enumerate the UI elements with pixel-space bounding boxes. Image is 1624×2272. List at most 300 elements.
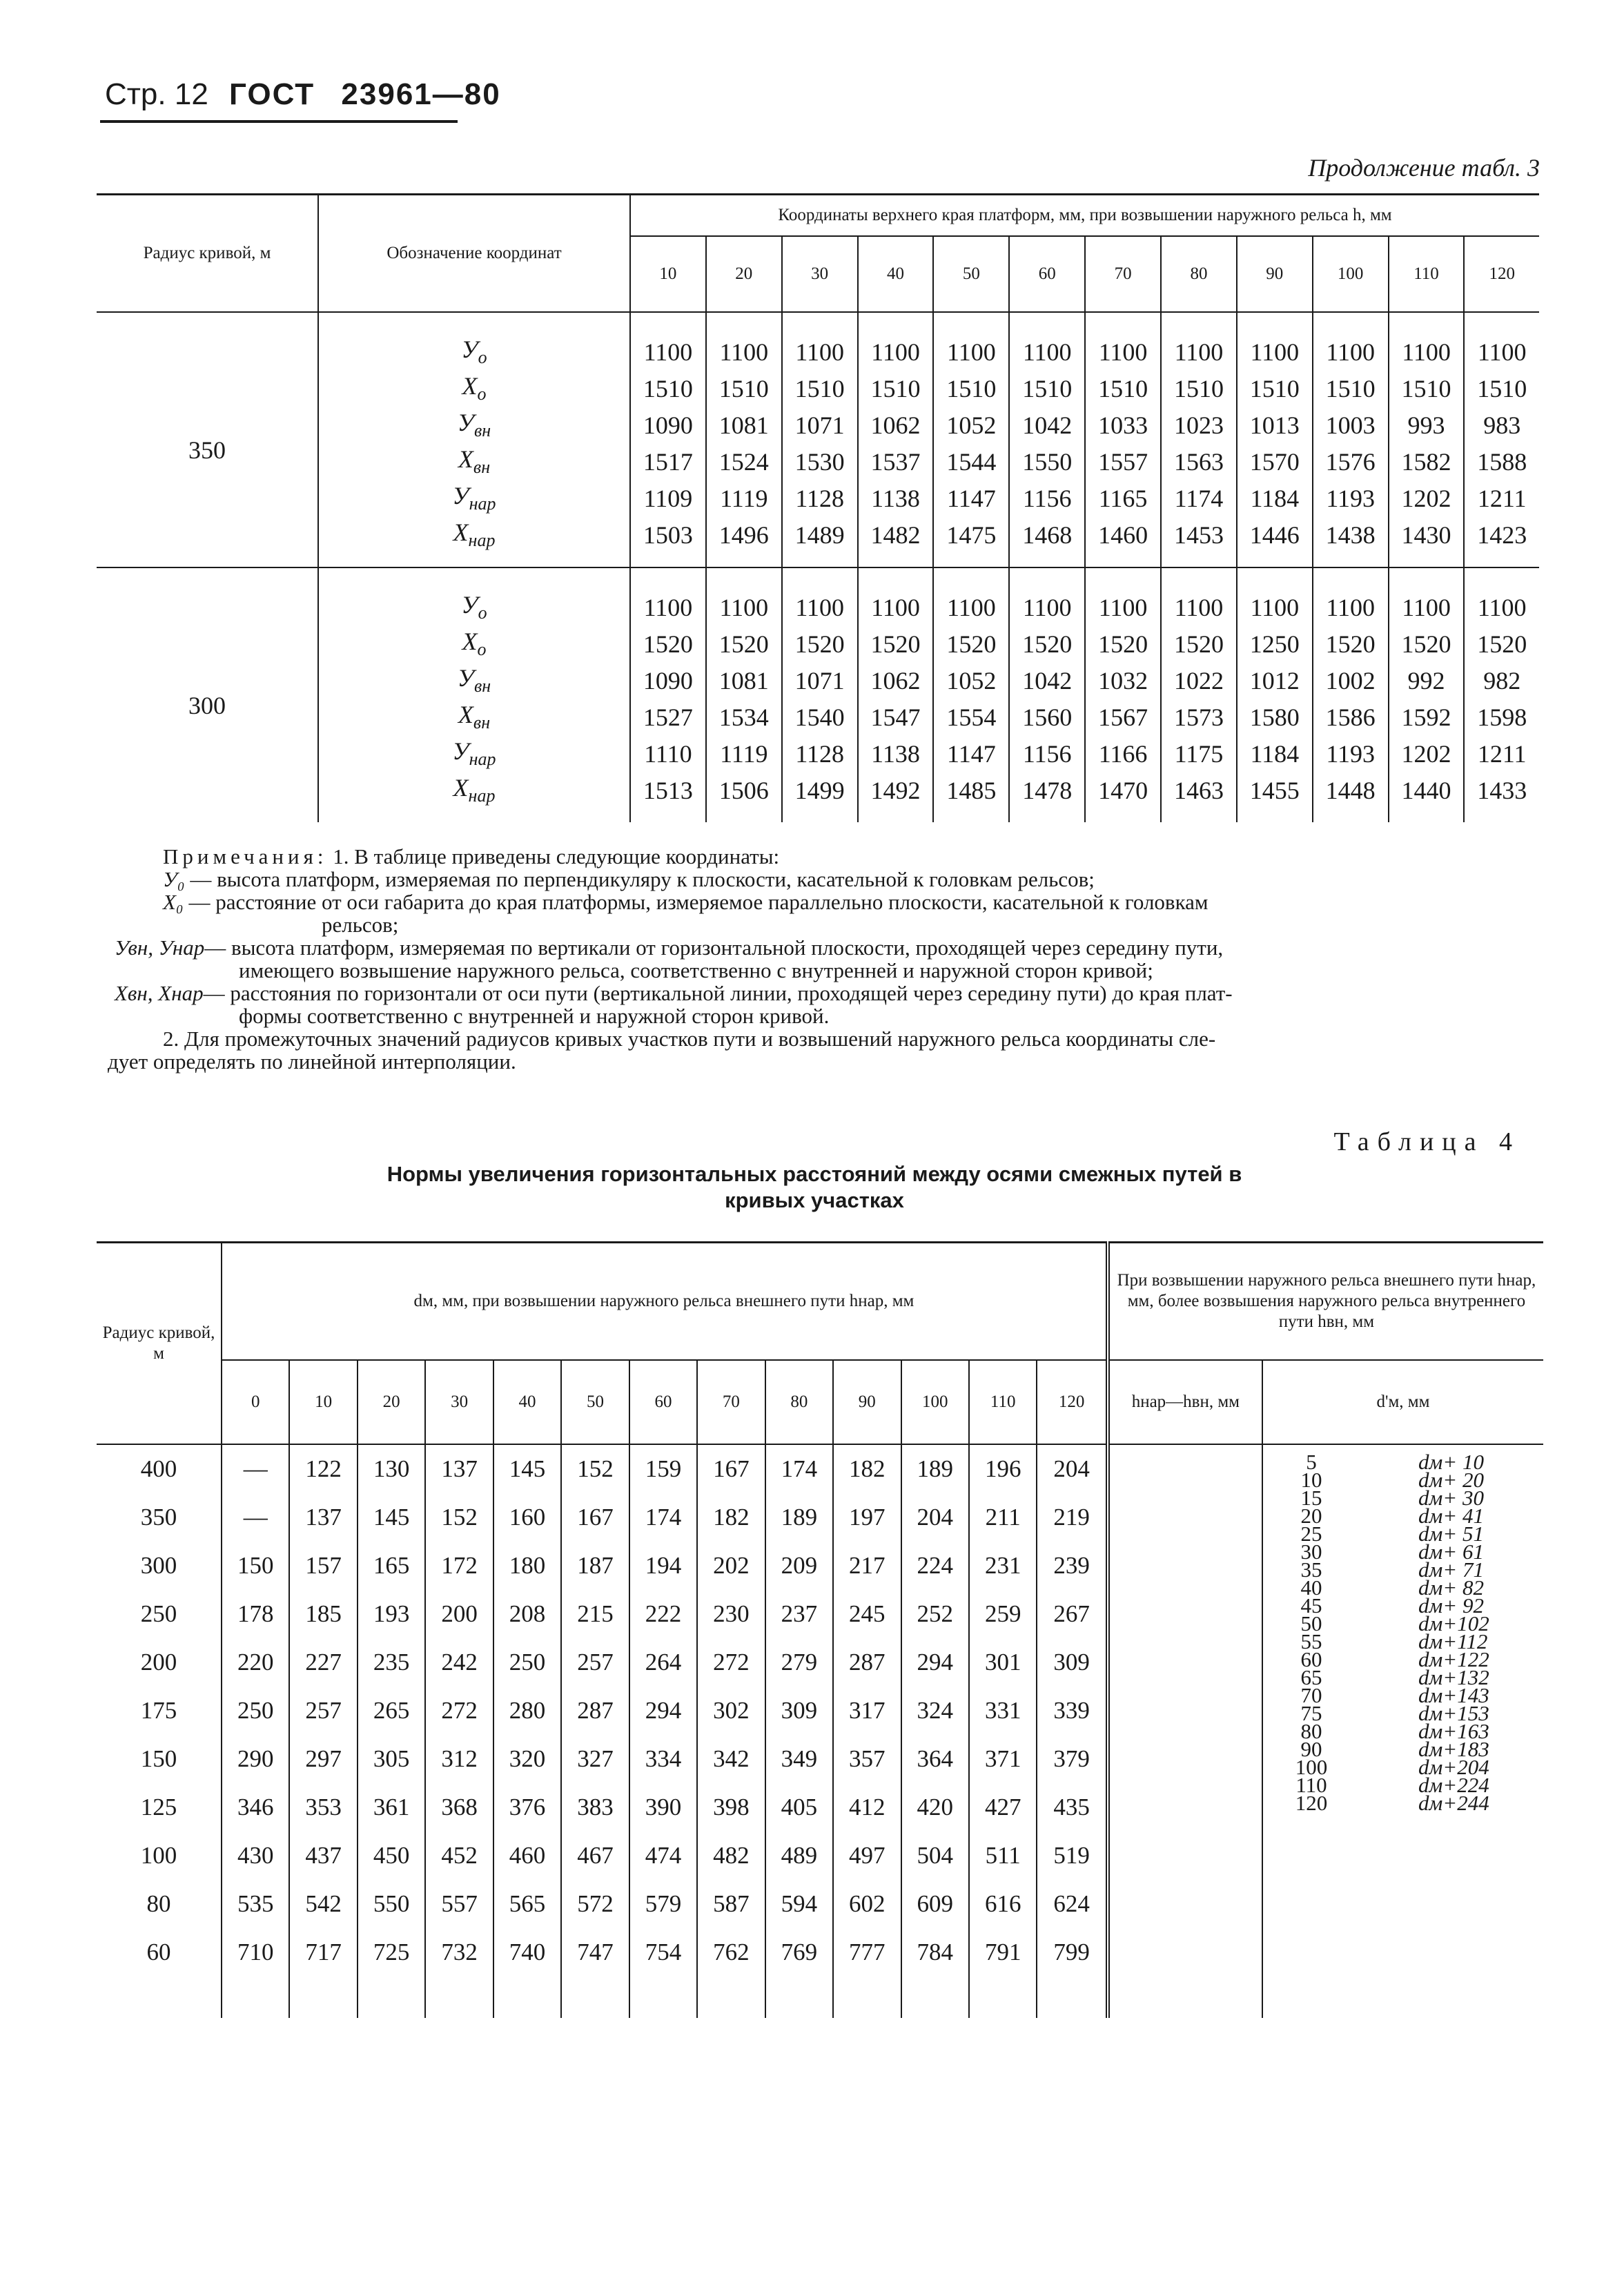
t4-diff: 40 xyxy=(1300,1575,1322,1600)
t3-value: 1110 xyxy=(630,735,706,772)
t4-value: 259 xyxy=(969,1590,1037,1638)
t4-value: 159 xyxy=(629,1444,697,1493)
t3-value: 1510 xyxy=(1313,370,1389,407)
t3-value: 1530 xyxy=(782,443,858,480)
t3-value: 1012 xyxy=(1237,662,1313,699)
t4-value: 309 xyxy=(1037,1638,1107,1687)
t4-value: 267 xyxy=(1037,1590,1107,1638)
t3-symbol-sub: о xyxy=(477,384,487,405)
t3-value: 1100 xyxy=(1313,567,1389,625)
t3-value: 1100 xyxy=(782,312,858,370)
t3-value: 1193 xyxy=(1313,735,1389,772)
t3-value: 1510 xyxy=(933,370,1009,407)
t4-value: 427 xyxy=(969,1783,1037,1832)
t3-value: 1598 xyxy=(1464,699,1539,735)
note-x0-cont: рельсов; xyxy=(322,913,399,937)
t4-diff-cell xyxy=(1108,1638,1262,1687)
t4-diff: 25 xyxy=(1300,1522,1322,1546)
t4-value: 167 xyxy=(561,1493,629,1542)
t4-diff-cell xyxy=(1108,1542,1262,1590)
t3-value: 1506 xyxy=(706,772,782,822)
t3-value: 1460 xyxy=(1085,516,1161,567)
t4-h-cell: 100 xyxy=(901,1360,969,1444)
t4-value: 172 xyxy=(425,1542,493,1590)
t3-value: 1156 xyxy=(1009,480,1085,516)
t3-value: 1455 xyxy=(1237,772,1313,822)
t3-value: 982 xyxy=(1464,662,1539,699)
t4-dprime: dм+153 xyxy=(1418,1701,1489,1725)
t4-h-cell: 40 xyxy=(493,1360,561,1444)
note-xv: — расстояния по горизонтали от оси пути (вертикальной линии, проходящей через середину пути) до края плат- xyxy=(203,981,1233,1005)
t3-value: 983 xyxy=(1464,407,1539,443)
t4-value: 535 xyxy=(222,1880,289,1928)
t4-value: 204 xyxy=(901,1493,969,1542)
t3-col-symbol: Обозначение координат xyxy=(318,195,630,313)
t3-symbol xyxy=(318,662,630,699)
t4-diff: 15 xyxy=(1300,1486,1322,1510)
t4-value: 219 xyxy=(1037,1493,1107,1542)
t4-value: 272 xyxy=(425,1687,493,1735)
t4-value: 309 xyxy=(765,1687,833,1735)
t3-symbol xyxy=(318,370,630,407)
note-y0: — высота платформ, измеряемая по перпендикуляру к плоскости, касательной к головкам рельсов; xyxy=(190,867,1095,891)
t4-value: 182 xyxy=(697,1493,765,1542)
t4-value: 230 xyxy=(697,1590,765,1638)
note-2-cont: дует определять по линейной интерполяции. xyxy=(108,1049,516,1074)
t4-value: 398 xyxy=(697,1783,765,1832)
note-x0: — расстояние от оси габарита до края платформы, измеряемое параллельно плоскости, касательной к головкам xyxy=(188,890,1209,914)
t3-value: 1520 xyxy=(1085,625,1161,662)
t4-col-radius: Радиус кривой, м xyxy=(97,1243,222,1445)
t3-value: 1156 xyxy=(1009,735,1085,772)
t3-radius: 350 xyxy=(188,436,226,464)
t4-dprime-cell xyxy=(1262,1880,1543,1928)
t4-value: 287 xyxy=(561,1687,629,1735)
t3-h-cell: 70 xyxy=(1085,236,1161,312)
t4-value: 342 xyxy=(697,1735,765,1783)
t4-value: 257 xyxy=(561,1638,629,1687)
t4-header-row xyxy=(97,1243,1543,1361)
t4-value: 250 xyxy=(493,1638,561,1687)
t4-value: 297 xyxy=(289,1735,357,1783)
t4-diff-cell xyxy=(1108,1493,1262,1542)
t4-radius: 100 xyxy=(140,1842,177,1869)
t4-diff: 35 xyxy=(1300,1557,1322,1582)
t4-h-cell: 70 xyxy=(697,1360,765,1444)
t4-value: 265 xyxy=(358,1687,425,1735)
t4-dprime: dм+ 92 xyxy=(1418,1593,1484,1618)
t3-value: 1430 xyxy=(1389,516,1465,567)
t3-value: 1211 xyxy=(1464,480,1539,516)
t4-h-cell: 60 xyxy=(629,1360,697,1444)
t3-value: 1071 xyxy=(782,662,858,699)
t4-radius: 125 xyxy=(140,1794,177,1820)
t4-diff-cell xyxy=(1108,1880,1262,1928)
t3-value: 1510 xyxy=(630,370,706,407)
t3-value: 1081 xyxy=(706,407,782,443)
t3-h-cell: 100 xyxy=(1313,236,1389,312)
t4-value: 460 xyxy=(493,1832,561,1880)
t4-value: 383 xyxy=(561,1783,629,1832)
note-yv-cont: имеющего возвышение наружного рельса, соответственно с внутренней и наружной сторон кривой; xyxy=(239,958,1153,982)
t4-col-group: dм, мм, при возвышении наружного рельса внешнего пути hнар, мм xyxy=(222,1243,1108,1361)
t4-dprime-cell xyxy=(1262,1832,1543,1880)
t4-dprime: dм+183 xyxy=(1418,1737,1489,1761)
t4-value: 616 xyxy=(969,1880,1037,1928)
t4-h-row xyxy=(97,1360,1543,1444)
t3-h-cell: 120 xyxy=(1464,236,1539,312)
t4-value: 732 xyxy=(425,1928,493,2018)
t3-symbol xyxy=(318,443,630,480)
t3-symbol xyxy=(318,772,630,822)
t3-value: 1033 xyxy=(1085,407,1161,443)
t3-value: 1081 xyxy=(706,662,782,699)
t4-value: 579 xyxy=(629,1880,697,1928)
t4-value: 279 xyxy=(765,1638,833,1687)
t4-value: 467 xyxy=(561,1832,629,1880)
t3-value: 1100 xyxy=(630,567,706,625)
t4-value: 174 xyxy=(629,1493,697,1542)
t4-value: 624 xyxy=(1037,1880,1107,1928)
t4-value: 777 xyxy=(833,1928,901,2018)
t4-value: 572 xyxy=(561,1880,629,1928)
t4-value: 217 xyxy=(833,1542,901,1590)
t3-radius: 300 xyxy=(97,567,318,822)
t3-value: 1567 xyxy=(1085,699,1161,735)
t3-value: 1022 xyxy=(1161,662,1237,699)
t3-value: 1100 xyxy=(858,567,934,625)
t3-h-cell: 10 xyxy=(630,236,706,312)
t4-value: 287 xyxy=(833,1638,901,1687)
t4-value: 252 xyxy=(901,1590,969,1638)
t4-value: 222 xyxy=(629,1590,697,1638)
dprime-column xyxy=(1418,1450,1522,1815)
t4-value: 167 xyxy=(697,1444,765,1493)
t3-value: 1138 xyxy=(858,735,934,772)
t3-value: 1468 xyxy=(1009,516,1085,567)
t4-value: 197 xyxy=(833,1493,901,1542)
t3-value: 1576 xyxy=(1313,443,1389,480)
t3-value: 1520 xyxy=(1464,625,1539,662)
t3-value: 1453 xyxy=(1161,516,1237,567)
t4-diff: 20 xyxy=(1300,1504,1322,1528)
t4-diff: 110 xyxy=(1295,1773,1327,1797)
t4-value: 189 xyxy=(901,1444,969,1493)
t3-value: 1440 xyxy=(1389,772,1465,822)
t4-value: 511 xyxy=(969,1832,1037,1880)
t4-value: 357 xyxy=(833,1735,901,1783)
t4-diff-cell xyxy=(1108,1735,1262,1783)
t4-value: — xyxy=(222,1444,289,1493)
t4-diff-cell xyxy=(1108,1590,1262,1638)
t4-value: 430 xyxy=(222,1832,289,1880)
t3-value: 1489 xyxy=(782,516,858,567)
t3-symbol xyxy=(318,516,630,567)
notes-title: Примечания: xyxy=(163,844,328,868)
t3-value: 1003 xyxy=(1313,407,1389,443)
t4-value: 194 xyxy=(629,1542,697,1590)
t4-value: 204 xyxy=(1037,1444,1107,1493)
t4-dprime: dм+143 xyxy=(1418,1683,1489,1707)
t3-value: 1090 xyxy=(630,407,706,443)
t3-value: 1527 xyxy=(630,699,706,735)
t4-value: 193 xyxy=(358,1590,425,1638)
t4-diff-cell xyxy=(1108,1444,1262,1493)
t4-value: 474 xyxy=(629,1832,697,1880)
t4-value: 200 xyxy=(425,1590,493,1638)
t3-symbol-sub: нар xyxy=(468,530,496,551)
t3-value: 1485 xyxy=(933,772,1009,822)
t3-symbol-sub: о xyxy=(478,603,487,623)
t3-symbol-letter: У xyxy=(457,409,475,437)
table-4-label: Таблица 4 xyxy=(1333,1127,1520,1156)
t4-value: 160 xyxy=(493,1493,561,1542)
t3-value: 1592 xyxy=(1389,699,1465,735)
note-x0-symbol: X₀ xyxy=(163,890,184,914)
t3-value: 1520 xyxy=(1389,625,1465,662)
t4-value: 290 xyxy=(222,1735,289,1783)
t4-h-cell: 120 xyxy=(1037,1360,1107,1444)
note-yv: — высота платформ, измеряемая по вертикали от горизонтальной плоскости, проходящей через середину пути, xyxy=(204,935,1224,960)
t3-symbol-letter: У xyxy=(461,336,478,364)
t3-h-cell: 50 xyxy=(933,236,1009,312)
t4-value: 150 xyxy=(222,1542,289,1590)
t3-symbol xyxy=(318,567,630,625)
note-y0-symbol: У₀ xyxy=(163,867,185,891)
t4-radius: 200 xyxy=(140,1649,177,1676)
t4-value: 180 xyxy=(493,1542,561,1590)
t4-value: 294 xyxy=(629,1687,697,1735)
t3-col-group: Координаты верхнего края платформ, мм, при возвышении наружного рельса h, мм xyxy=(630,195,1539,237)
t4-diff: 100 xyxy=(1295,1755,1328,1779)
t4-h-cell: 90 xyxy=(833,1360,901,1444)
t3-value: 1510 xyxy=(782,370,858,407)
t3-value: 1202 xyxy=(1389,480,1465,516)
t4-dprime: dм+122 xyxy=(1418,1647,1489,1671)
t4-radius: 250 xyxy=(140,1600,177,1627)
t4-value: 379 xyxy=(1037,1735,1107,1783)
t4-value: 334 xyxy=(629,1735,697,1783)
t4-value: 235 xyxy=(358,1638,425,1687)
t4-value: 231 xyxy=(969,1542,1037,1590)
t3-value: 1563 xyxy=(1161,443,1237,480)
t4-value: 725 xyxy=(358,1928,425,2018)
t4-diff: 90 xyxy=(1300,1737,1322,1761)
t3-value: 1510 xyxy=(1389,370,1465,407)
t3-value: 1100 xyxy=(1009,312,1085,370)
t3-value: 1544 xyxy=(933,443,1009,480)
t3-value: 1510 xyxy=(858,370,934,407)
t3-value: 1448 xyxy=(1313,772,1389,822)
t3-value: 1165 xyxy=(1085,480,1161,516)
t3-symbol-letter: У xyxy=(457,664,475,692)
t4-diff-cell xyxy=(1108,1783,1262,1832)
t4-radius: 150 xyxy=(140,1745,177,1772)
t3-value: 1100 xyxy=(933,312,1009,370)
t4-dprime: dм+ 82 xyxy=(1418,1575,1484,1600)
t4-value: 301 xyxy=(969,1638,1037,1687)
t3-symbol-sub: вн xyxy=(473,712,491,733)
t3-value: 1520 xyxy=(858,625,934,662)
diff-column xyxy=(1277,1450,1346,1815)
t3-value: 1520 xyxy=(1161,625,1237,662)
t4-dprime: dм+ 10 xyxy=(1418,1450,1484,1474)
t3-value: 1100 xyxy=(706,567,782,625)
t4-value: 710 xyxy=(222,1928,289,2018)
t3-value: 1147 xyxy=(933,480,1009,516)
note-xv-cont: формы соответственно с внутренней и наружной сторон кривой. xyxy=(239,1004,830,1028)
t4-value: 489 xyxy=(765,1832,833,1880)
t4-dprime: dм+ 20 xyxy=(1418,1468,1484,1492)
t3-value: 1166 xyxy=(1085,735,1161,772)
t4-col-diff: hнар—hвн, мм xyxy=(1108,1360,1262,1444)
t4-value: 371 xyxy=(969,1735,1037,1783)
t3-value: 1520 xyxy=(630,625,706,662)
t3-value: 1510 xyxy=(1085,370,1161,407)
t4-radius: 400 xyxy=(140,1455,177,1482)
t4-h-cell: 30 xyxy=(425,1360,493,1444)
t4-value: 174 xyxy=(765,1444,833,1493)
t4-value: 412 xyxy=(833,1783,901,1832)
t3-symbol-letter: У xyxy=(452,482,469,510)
t4-radius: 175 xyxy=(140,1697,177,1724)
t3-value: 1510 xyxy=(1009,370,1085,407)
t4-value: 185 xyxy=(289,1590,357,1638)
t4-diff: 50 xyxy=(1300,1611,1322,1635)
t3-value: 1100 xyxy=(1389,312,1465,370)
t4-value: 452 xyxy=(425,1832,493,1880)
t3-value: 1052 xyxy=(933,662,1009,699)
t3-value: 1002 xyxy=(1313,662,1389,699)
t4-value: 550 xyxy=(358,1880,425,1928)
t4-dprime: dм+ 41 xyxy=(1418,1504,1484,1528)
t3-symbol-sub: вн xyxy=(474,420,491,441)
t3-value: 1138 xyxy=(858,480,934,516)
t4-value: 280 xyxy=(493,1687,561,1735)
t4-value: 504 xyxy=(901,1832,969,1880)
t3-value: 1520 xyxy=(782,625,858,662)
t4-value: 250 xyxy=(222,1687,289,1735)
t4-value: 324 xyxy=(901,1687,969,1735)
t3-value: 1100 xyxy=(706,312,782,370)
t3-value: 1492 xyxy=(858,772,934,822)
t4-value: 157 xyxy=(289,1542,357,1590)
table-3 xyxy=(97,193,1539,822)
t3-symbol xyxy=(318,407,630,443)
t4-value: 327 xyxy=(561,1735,629,1783)
t4-value: 211 xyxy=(969,1493,1037,1542)
t4-value: 754 xyxy=(629,1928,697,2018)
t4-col-dprime: d'м, мм xyxy=(1262,1360,1543,1444)
t3-value: 1550 xyxy=(1009,443,1085,480)
t4-value: 346 xyxy=(222,1783,289,1832)
t3-value: 1023 xyxy=(1161,407,1237,443)
t4-value: 376 xyxy=(493,1783,561,1832)
t4-value: 264 xyxy=(629,1638,697,1687)
t3-value: 1184 xyxy=(1237,735,1313,772)
t3-value: 1100 xyxy=(782,567,858,625)
t3-value: 1071 xyxy=(782,407,858,443)
t3-value: 1100 xyxy=(1464,312,1539,370)
t4-dprime: dм+102 xyxy=(1418,1611,1489,1635)
t3-symbol-sub: нар xyxy=(469,749,496,770)
t4-diff: 30 xyxy=(1300,1540,1322,1564)
t3-value: 993 xyxy=(1389,407,1465,443)
t4-dprime: dм+ 30 xyxy=(1418,1486,1484,1510)
t4-value: 320 xyxy=(493,1735,561,1783)
t3-value: 1100 xyxy=(1237,312,1313,370)
t3-value: 1100 xyxy=(1237,567,1313,625)
t4-diff: 120 xyxy=(1295,1791,1328,1815)
t3-value: 1580 xyxy=(1237,699,1313,735)
note-1: 1. В таблице приведены следующие координаты: xyxy=(333,844,780,868)
t3-value: 1560 xyxy=(1009,699,1085,735)
t4-value: 368 xyxy=(425,1783,493,1832)
t4-value: 165 xyxy=(358,1542,425,1590)
t3-symbol xyxy=(318,480,630,516)
t4-value: 420 xyxy=(901,1783,969,1832)
table-4-title: Нормы увеличения горизонтальных расстояний между осями смежных путей в кривых участках xyxy=(387,1162,1242,1212)
t4-diff: 10 xyxy=(1300,1468,1322,1492)
t4-value: 220 xyxy=(222,1638,289,1687)
t3-symbol-letter: У xyxy=(452,737,469,766)
t3-value: 1463 xyxy=(1161,772,1237,822)
page-header xyxy=(105,77,501,112)
t3-value: 1573 xyxy=(1161,699,1237,735)
t3-value: 1100 xyxy=(1313,312,1389,370)
t4-value: 202 xyxy=(697,1542,765,1590)
t4-value: 189 xyxy=(765,1493,833,1542)
t3-symbol xyxy=(318,625,630,662)
t4-value: 769 xyxy=(765,1928,833,2018)
t4-value: 305 xyxy=(358,1735,425,1783)
t3-value: 1052 xyxy=(933,407,1009,443)
t3-symbol-sub: нар xyxy=(468,786,496,806)
t3-value: 1520 xyxy=(1009,625,1085,662)
t4-dprime: dм+112 xyxy=(1418,1629,1488,1653)
t4-value: 145 xyxy=(493,1444,561,1493)
t4-dprime: dм+224 xyxy=(1418,1773,1489,1797)
t4-value: 361 xyxy=(358,1783,425,1832)
t3-value: 1100 xyxy=(630,312,706,370)
t4-radius: 300 xyxy=(140,1552,177,1579)
t4-value: 594 xyxy=(765,1880,833,1928)
t4-value: 137 xyxy=(425,1444,493,1493)
t4-value: 747 xyxy=(561,1928,629,2018)
t3-h-cell: 30 xyxy=(782,236,858,312)
t3-value: 992 xyxy=(1389,662,1465,699)
t3-symbol-sub: вн xyxy=(474,676,491,697)
t4-value: 130 xyxy=(358,1444,425,1493)
t4-value: 209 xyxy=(765,1542,833,1590)
t3-value: 1147 xyxy=(933,735,1009,772)
t3-row xyxy=(97,312,1539,370)
t3-value: 1042 xyxy=(1009,662,1085,699)
t3-value: 1100 xyxy=(1161,567,1237,625)
t4-value: 294 xyxy=(901,1638,969,1687)
t3-value: 1062 xyxy=(858,662,934,699)
t4-value: 405 xyxy=(765,1783,833,1832)
t4-diff: 65 xyxy=(1300,1665,1322,1689)
t4-radius: 80 xyxy=(146,1890,171,1917)
t3-symbol-letter: X xyxy=(458,701,473,729)
t4-value: 353 xyxy=(289,1783,357,1832)
t3-value: 1570 xyxy=(1237,443,1313,480)
t4-value: 450 xyxy=(358,1832,425,1880)
t4-value: 178 xyxy=(222,1590,289,1638)
t4-value: 239 xyxy=(1037,1542,1107,1590)
t4-dprime-cell xyxy=(1262,1928,1543,2018)
